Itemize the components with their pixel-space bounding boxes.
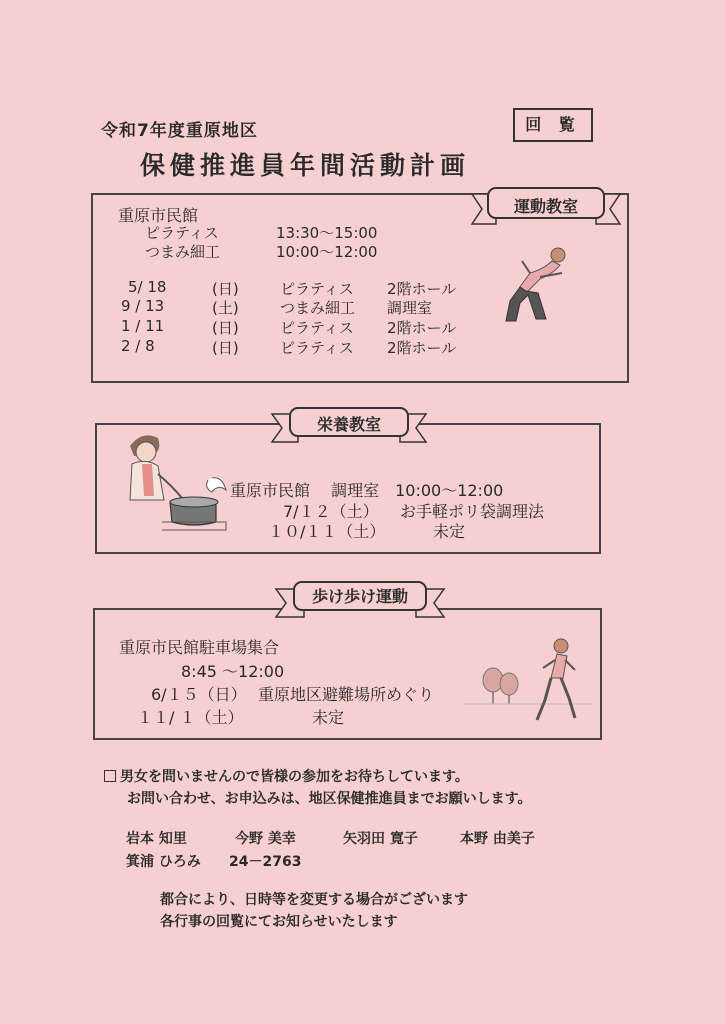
nutrition-content: 未定 [433,522,466,541]
year-title: 令和7年度重原地区 [101,121,258,141]
contact-phone: 24－2763 [229,854,302,870]
schedule-date: 5/ 18 [128,278,167,296]
contact-name: 箕浦 ひろみ [126,854,201,870]
circulation-stamp: 回 覧 [513,108,593,142]
nutrition-date: １０/１１（土） [268,522,386,541]
runner-illustration [465,634,593,726]
schedule-day: (土) [212,299,239,317]
walking-content: 未定 [312,708,345,727]
class-time: 13:30～15:00 [276,224,378,242]
schedule-day: (日) [212,339,239,357]
nutrition-banner: 栄養教室 [316,415,381,434]
schedule-activity: ピラティス [280,339,354,357]
cooking-person-illustration [118,430,230,534]
note-line-2: お問い合わせ、お申込みは、地区保健推進員までお願いします。 [127,791,532,807]
schedule-date: 2 / 8 [121,337,155,355]
nutrition-date: 7/１２（土） [283,502,379,521]
walking-content: 重原地区避難場所めぐり [258,685,435,704]
walking-meeting-point: 重原市民館駐車場集合 [119,638,280,657]
page-title: 保健推進員年間活動計画 [140,151,471,180]
note-text-1: 男女を問いませんので皆様の参加をお待ちしています。 [120,769,469,785]
stretching-person-illustration [500,243,580,327]
walking-banner: 歩け歩け運動 [311,587,408,606]
exercise-venue: 重原市民館 [118,206,199,225]
schedule-place: 2階ホール [387,280,457,298]
footer-line-2: 各行事の回覧にてお知らせいたします [160,914,398,930]
schedule-place: 2階ホール [387,339,457,357]
schedule-date: 1 / 11 [121,317,165,335]
contact-name: 岩本 知里 [126,831,187,847]
walking-time: 8:45 ～12:00 [181,662,285,681]
contact-name: 今野 美幸 [235,831,296,847]
walking-date: 6/１５（日） [151,685,247,704]
nutrition-venue-line: 重原市民館 調理室 10:00～12:00 [230,481,504,500]
schedule-date: 9 / 13 [121,297,165,315]
checkbox-bullet-icon [104,770,116,782]
schedule-day: (日) [212,319,239,337]
exercise-banner: 運動教室 [513,197,578,216]
contact-name: 矢羽田 寛子 [343,831,418,847]
class-name: つまみ細工 [145,243,221,261]
walking-date: １１/ １（土） [137,708,244,727]
schedule-activity: つまみ細工 [280,299,356,317]
class-name: ピラティス [145,224,219,242]
note-line-1 [104,766,469,786]
schedule-activity: ピラティス [280,319,354,337]
nutrition-content: お手軽ポリ袋調理法 [400,502,545,521]
contact-name: 本野 由美子 [460,831,535,847]
schedule-place: 2階ホール [387,319,457,337]
schedule-day: (日) [212,280,239,298]
class-time: 10:00～12:00 [276,243,378,261]
schedule-place: 調理室 [387,299,433,317]
schedule-activity: ピラティス [280,280,354,298]
footer-line-1: 都合により、日時等を変更する場合がございます [160,892,468,908]
